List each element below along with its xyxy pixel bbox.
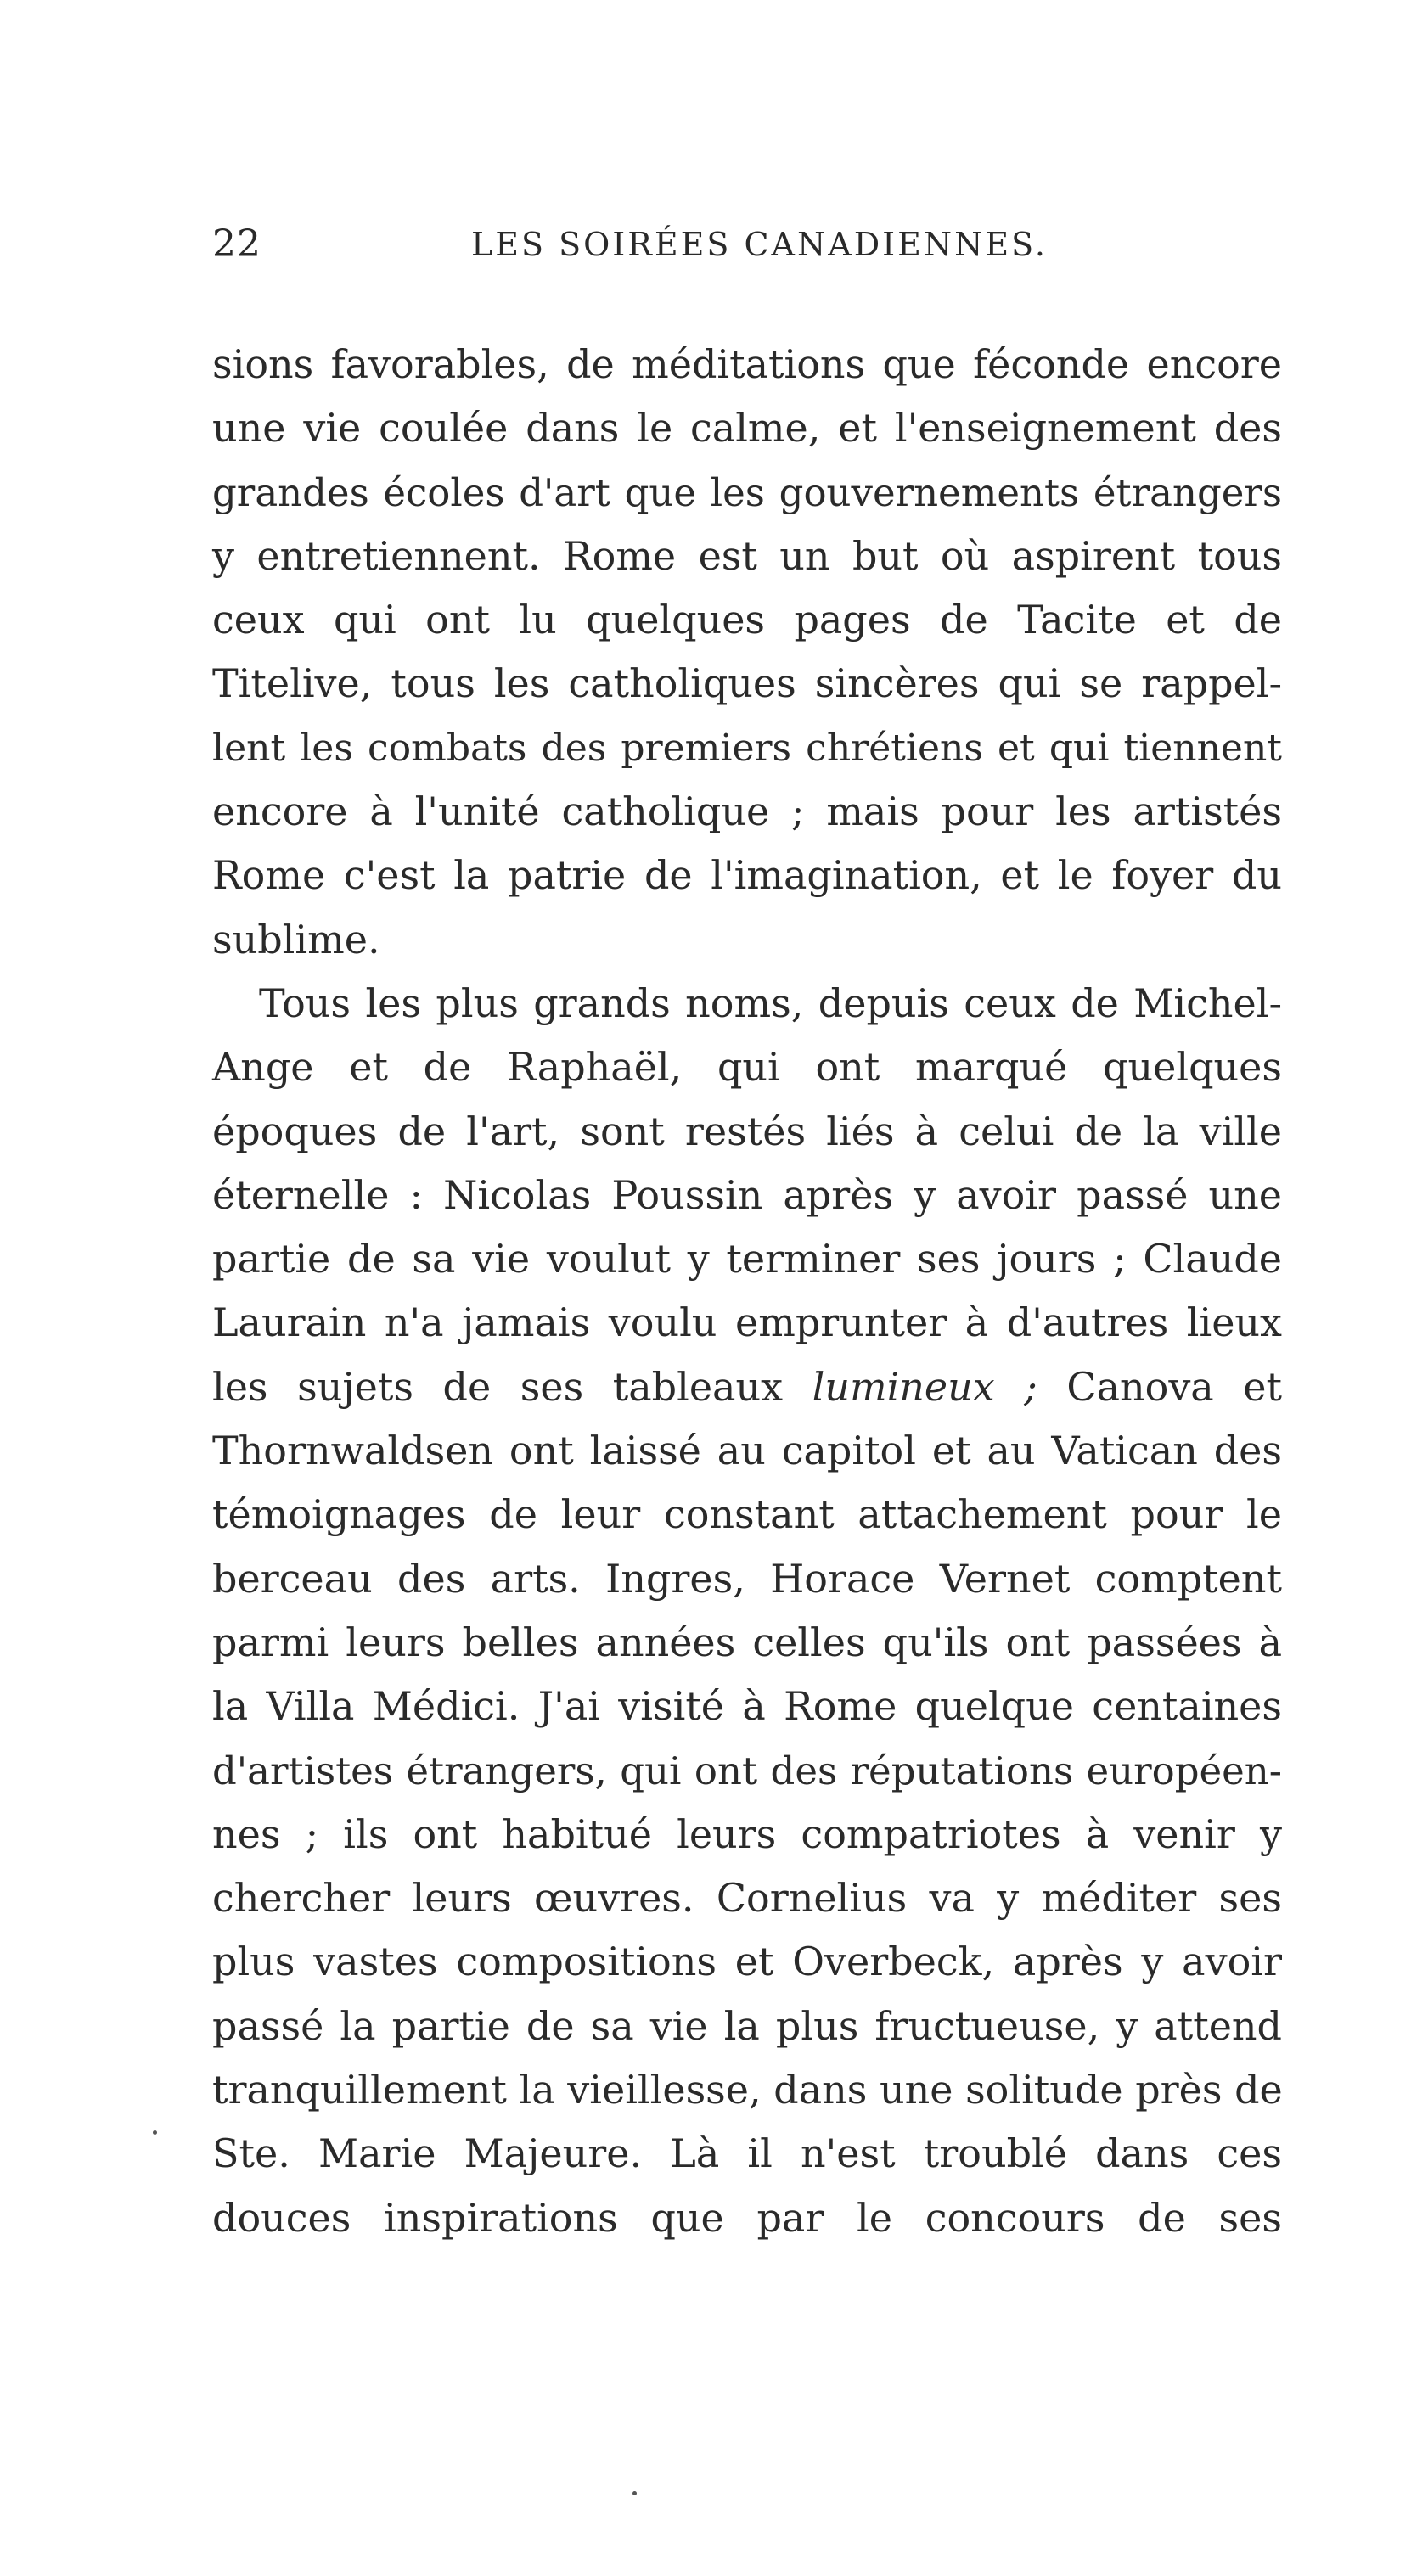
text-line: ceux qui ont lu quelques pages de Tacite et de [212, 597, 1282, 643]
body-text [212, 333, 1282, 2250]
text-line-with-italic [212, 1355, 1282, 1419]
text-line: éternelle : Nicolas Poussin après y avoir passé une [212, 1171, 1282, 1218]
text-line: berceau des arts. Ingres, Horace Vernet comptent [212, 1555, 1282, 1602]
text-line: époques de l'art, sont restés liés à celui de la ville [212, 1108, 1282, 1154]
text-segment: les sujets de ses tableaux [212, 1363, 784, 1410]
text-line: lent les combats des premiers chrétiens et qui tiennent [212, 726, 1282, 770]
text-segment: Canova et [1066, 1363, 1283, 1410]
text-line: encore à l'unité catholique ; mais pour les artistés [212, 789, 1282, 835]
text-line: plus vastes compositions et Overbeck, après y avoir [212, 1939, 1282, 1985]
running-title: LES SOIRÉES CANADIENNES. [471, 226, 1048, 263]
text-line: la Villa Médici. J'ai visité à Rome quelque centaines [212, 1683, 1282, 1730]
text-line: Laurain n'a jamais voulu emprunter à d'autres lieux [212, 1299, 1282, 1346]
text-line: Rome c'est la patrie de l'imagination, et le foyer du [212, 852, 1282, 899]
text-line: Ste. Marie Majeure. Là il n'est troublé dans ces [212, 2130, 1282, 2177]
text-line: parmi leurs belles années celles qu'ils ont passées à [212, 1619, 1282, 1665]
paragraph-start-line: Tous les plus grands noms, depuis ceux de Michel- [259, 979, 1282, 1026]
print-speck [632, 2491, 637, 2495]
text-line: d'artistes étrangers, qui ont des réputations européen- [212, 1748, 1282, 1793]
paragraph-end-line: sublime. [212, 916, 380, 962]
text-line: y entretiennent. Rome est un but où aspirent tous [212, 532, 1282, 579]
text-line: une vie coulée dans le calme, et l'enseignement des [212, 405, 1282, 452]
italic-emphasis: lumineux ; [812, 1363, 1037, 1410]
text-line: Ange et de Raphaël, qui ont marqué quelques [212, 1044, 1282, 1091]
text-line: chercher leurs œuvres. Cornelius va y méditer ses [212, 1875, 1282, 1922]
text-line: passé la partie de sa vie la plus fructueuse, y attend [212, 2002, 1282, 2049]
running-head [212, 222, 1282, 273]
text-line: témoignages de leur constant attachement pour le [212, 1491, 1282, 1538]
text-line: partie de sa vie voulut y terminer ses jours ; Claude [212, 1236, 1282, 1282]
text-line: sions favorables, de méditations que féconde encore [212, 341, 1282, 387]
print-speck [153, 2130, 157, 2135]
text-line: Thornwaldsen ont laissé au capitol et au Vatican des [212, 1428, 1282, 1474]
text-line: grandes écoles d'art que les gouvernements étrangers [212, 469, 1282, 515]
text-line: tranquillement la vieillesse, dans une solitude près de [212, 2067, 1283, 2113]
text-line: douces inspirations que par le concours de ses [212, 2194, 1282, 2241]
text-line: nes ; ils ont habitué leurs compatriotes à venir y [212, 1810, 1282, 1857]
page-number: 22 [212, 222, 261, 266]
text-line: Titelive, tous les catholiques sincères qui se rappel- [212, 660, 1282, 707]
